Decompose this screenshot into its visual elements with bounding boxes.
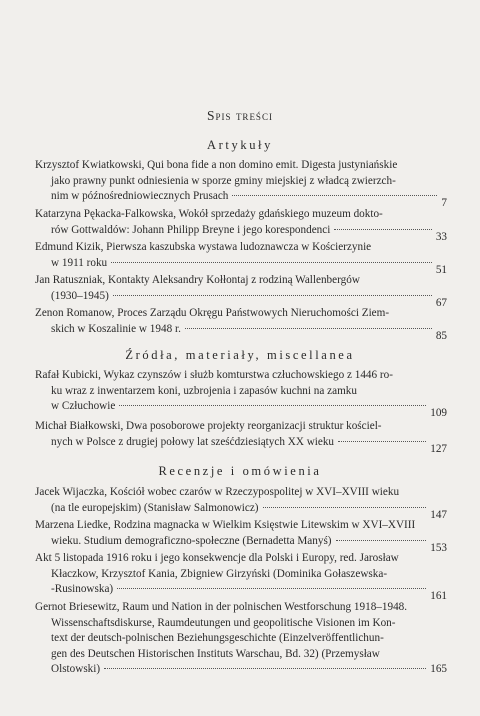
entry-line: Krzysztof Kwiatkowski, Qui bona fide a non domino emit. Digesta justyniańskie (35, 159, 398, 171)
section-heading-reviews: Recenzje i omówienia (158, 464, 322, 478)
toc-entry[interactable] (35, 306, 447, 342)
entry-line: Edmund Kizik, Pierwsza kaszubska wystawa ludoznawcza w Kościerzynie (35, 241, 372, 253)
page-number: 85 (435, 329, 447, 342)
toc-entry[interactable] (35, 240, 447, 276)
entry-line: Zenon Romanow, Proces Zarządu Okręgu Państwowych Nieruchomości Ziem- (35, 307, 390, 319)
entry-line: Kłaczkow, Krzysztof Kania, Zbigniew Girzyński (Dominika Gołaszewska- (51, 567, 388, 580)
entry-line: Gernot Briesewitz, Raum und Nation in der polnischen Westforschung 1918–1948. (35, 601, 408, 613)
entry-line: Michał Białkowski, Dwa posoborowe projekty reorganizacji struktur kościel- (35, 420, 382, 432)
entry-line: Olstowski) (51, 663, 101, 676)
entry-line: (1930–1945) (51, 289, 109, 302)
entry-line: Jan Ratuszniak, Kontakty Aleksandry Kołłontaj z rodziną Wallenbergów (35, 274, 360, 286)
leader-dots (334, 229, 431, 230)
entry-line: jako prawny punkt odniesienia w sporze gminy miejskiej z władcą zwierzch- (51, 174, 396, 187)
entry-line: w 1911 roku (51, 256, 108, 269)
toc-entry[interactable] (35, 419, 447, 455)
page-number: 165 (430, 663, 447, 676)
leader-dots (263, 507, 427, 508)
section-heading-sources: Źródła, materiały, miscellanea (125, 348, 355, 362)
entry-line: nych w Polsce z drugiej połowy lat sześćdziesiątych XX wieku (51, 435, 335, 448)
entry-line: Wissenschaftsdiskurse, Raumdeutungen und geopolitische Visionen im Kon- (51, 616, 396, 629)
entry-line: ku wraz z inwentarzem koni, uzbrojenia i zapasów kuchni na zamku (51, 384, 357, 397)
page-number: 7 (441, 197, 447, 210)
toc-entry[interactable] (35, 600, 447, 678)
leader-dots (336, 540, 427, 541)
entry-line: -Rusinowska) (51, 583, 114, 596)
leader-dots (117, 588, 426, 589)
toc-entry[interactable] (35, 518, 447, 554)
toc-entry[interactable] (35, 207, 447, 243)
page-number: 147 (430, 508, 447, 521)
page-number: 127 (430, 442, 447, 455)
leader-dots (119, 405, 426, 406)
entry-line: skich w Koszalinie w 1948 r. (51, 322, 181, 335)
page-number: 51 (435, 263, 447, 276)
entry-line: Akt 5 listopada 1916 roku i jego konsekwencje dla Polski i Europy, red. Jarosław (35, 552, 399, 564)
entry-line: wieku. Studium demograficzno-społeczne (Bernadetta Manyś) (51, 534, 332, 547)
page-number: 153 (430, 541, 447, 554)
toc-entry[interactable] (35, 485, 447, 521)
section-heading-articles: Artykuły (207, 138, 273, 152)
page-number: 161 (430, 590, 447, 603)
entry-line: gen des Deutschen Historischen Instituts Warschau, Bd. 32) (Przemysław (51, 647, 380, 660)
entry-line: text der deutsch-polnischen Beziehungsgeschichte (Einzelveröffentlichun- (51, 632, 384, 645)
entry-line: rów Gottwaldów: Johann Philipp Breyne i jego korespondenci (51, 223, 331, 236)
entry-line: nim w późnośredniowiecznych Prusach (51, 190, 229, 203)
entry-line: w Człuchowie (51, 400, 116, 413)
toc-entry[interactable] (35, 368, 447, 420)
leader-dots (232, 195, 437, 196)
entry-line: Rafał Kubicki, Wykaz czynszów i służb komturstwa człuchowskiego z 1446 ro- (35, 369, 393, 381)
toc-title: Spis treści (207, 108, 273, 123)
toc-entry[interactable] (35, 158, 447, 210)
leader-dots (104, 668, 426, 669)
leader-dots (185, 328, 432, 329)
leader-dots (113, 295, 432, 296)
page-number: 67 (435, 296, 447, 309)
page-number: 109 (430, 407, 447, 420)
entry-line: Katarzyna Pękacka-Falkowska, Wokół sprzedaży gdańskiego muzeum dokto- (35, 208, 383, 220)
entry-line: (na tle europejskim) (Stanisław Salmonowicz) (51, 501, 259, 514)
leader-dots (111, 262, 432, 263)
entry-line: Marzena Liedke, Rodzina magnacka w Wielkim Księstwie Litewskim w XVI–XVIII (35, 519, 416, 531)
toc-entry[interactable] (35, 551, 447, 603)
page-number: 33 (435, 230, 447, 243)
toc-entry[interactable] (35, 273, 447, 309)
leader-dots (338, 441, 426, 442)
entry-line: Jacek Wijaczka, Kościół wobec czarów w Rzeczypospolitej w XVI–XVIII wieku (35, 486, 400, 498)
